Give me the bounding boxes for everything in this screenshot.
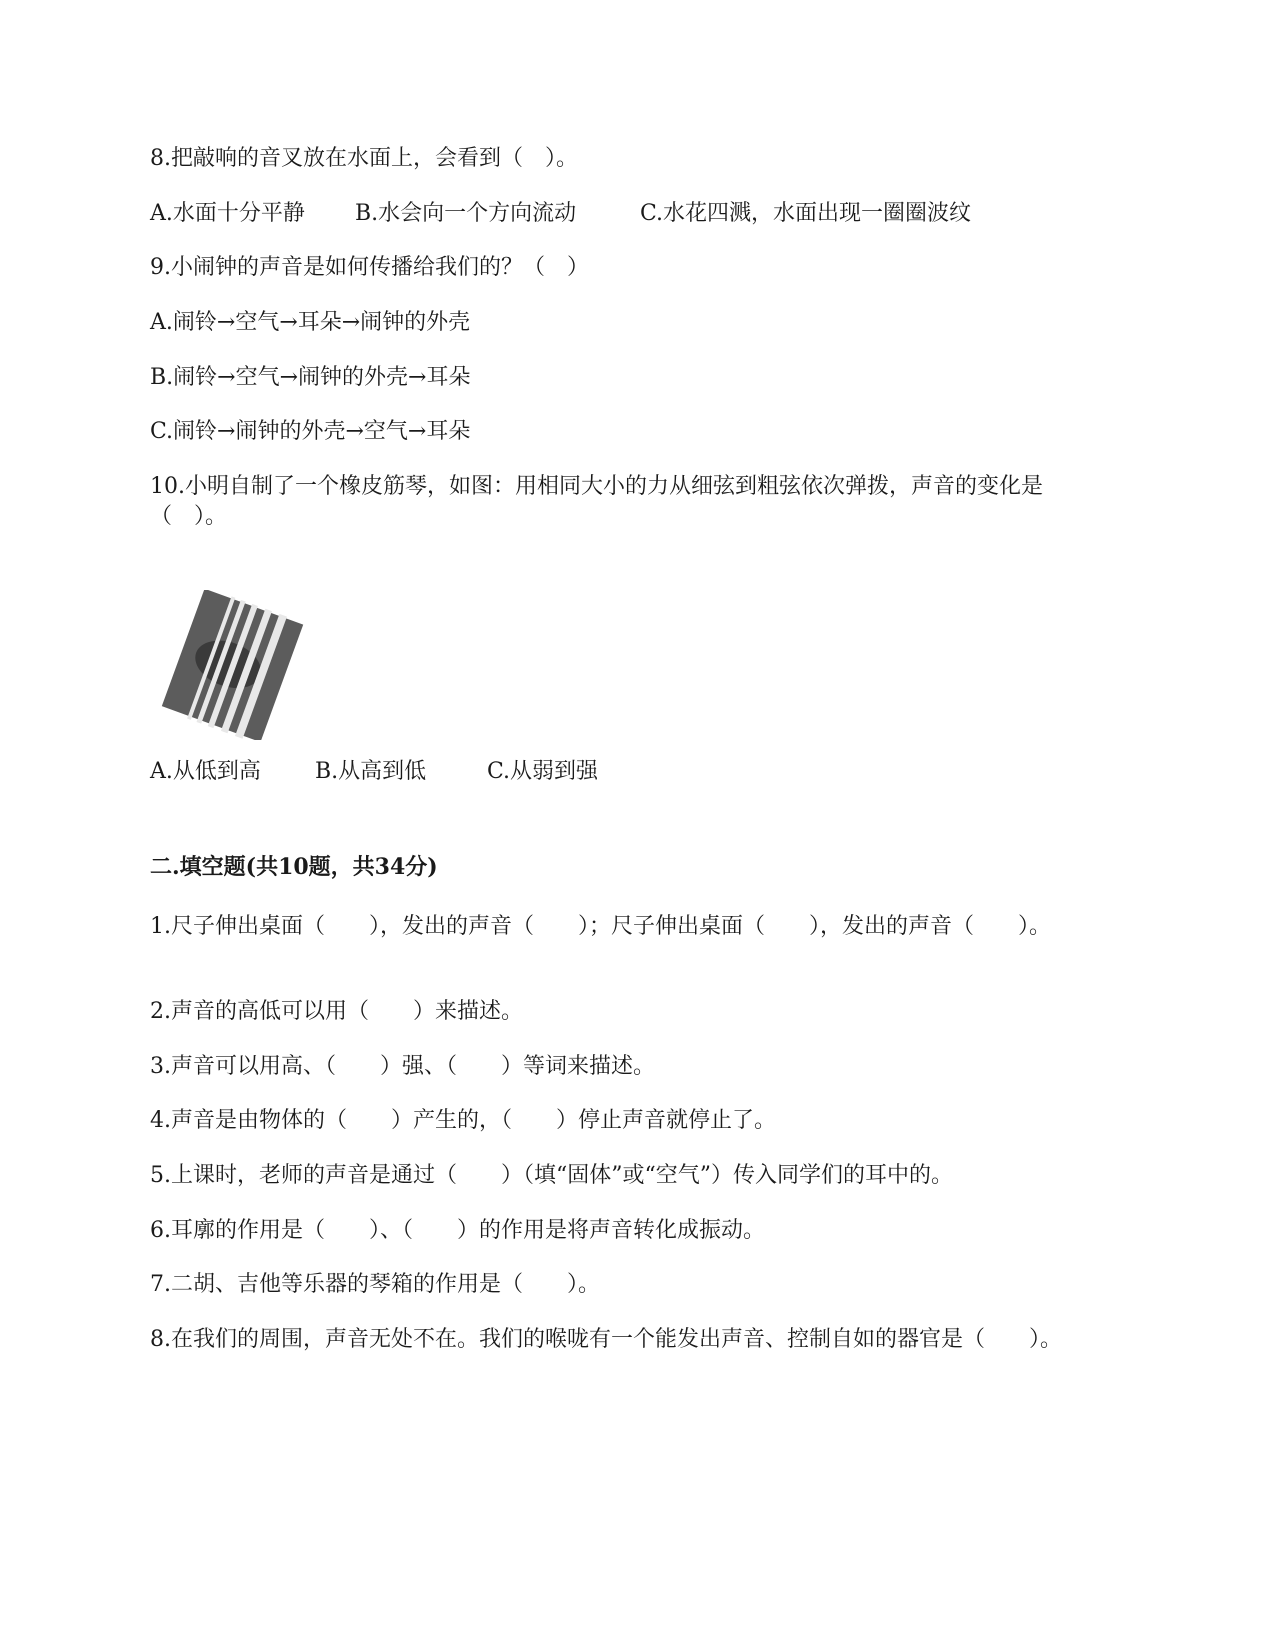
fill-item-5: 5.上课时，老师的声音是通过（ ）（填“固体”或“空气”）传入同学们的耳中的。 bbox=[150, 1163, 953, 1188]
question-8-option-c: C.水花四溅，水面出现一圈圈波纹 bbox=[640, 201, 972, 226]
fill-item-6: 6.耳廓的作用是（ ）、（ ）的作用是将声音转化成振动。 bbox=[150, 1218, 765, 1243]
fill-item-4: 4.声音是由物体的（ ）产生的，（ ）停止声音就停止了。 bbox=[150, 1108, 776, 1133]
fill-item-1: 1.尺子伸出桌面（ ），发出的声音（ ）；尺子伸出桌面（ ），发出的声音（ ）。 bbox=[150, 914, 1051, 939]
fill-item-3: 3.声音可以用高、（ ）强、（ ）等词来描述。 bbox=[150, 1054, 655, 1079]
question-10-stem: 10.小明自制了一个橡皮筋琴，如图：用相同大小的力从细弦到粗弦依次弹拨，声音的变化是（ ）。 bbox=[150, 474, 1043, 529]
question-10-option-c: C.从弱到强 bbox=[487, 759, 599, 784]
question-8-option-b: B.水会向一个方向流动 bbox=[355, 201, 577, 226]
question-8-option-a: A.水面十分平静 bbox=[150, 201, 305, 226]
section-heading-fill-in: 二.填空题(共10题，共34分) bbox=[150, 854, 438, 880]
question-9-option-c: C.闹铃→闹钟的外壳→空气→耳朵 bbox=[150, 419, 471, 444]
question-9-option-b: B.闹铃→空气→闹钟的外壳→耳朵 bbox=[150, 365, 471, 390]
question-9-option-a: A.闹铃→空气→耳朵→闹钟的外壳 bbox=[150, 310, 471, 335]
fill-item-7: 7.二胡、吉他等乐器的琴箱的作用是（ ）。 bbox=[150, 1272, 600, 1297]
rubber-band-instrument-figure bbox=[150, 590, 310, 740]
question-10-option-a: A.从低到高 bbox=[150, 759, 261, 784]
fill-item-8: 8.在我们的周围，声音无处不在。我们的喉咙有一个能发出声音、控制自如的器官是（ ）。 bbox=[150, 1327, 1062, 1352]
question-9-stem: 9.小闹钟的声音是如何传播给我们的？（ ） bbox=[150, 255, 589, 280]
question-10-option-b: B.从高到低 bbox=[315, 759, 427, 784]
question-8-stem: 8.把敲响的音叉放在水面上，会看到（ ）。 bbox=[150, 146, 578, 171]
fill-item-2: 2.声音的高低可以用（ ）来描述。 bbox=[150, 999, 523, 1024]
